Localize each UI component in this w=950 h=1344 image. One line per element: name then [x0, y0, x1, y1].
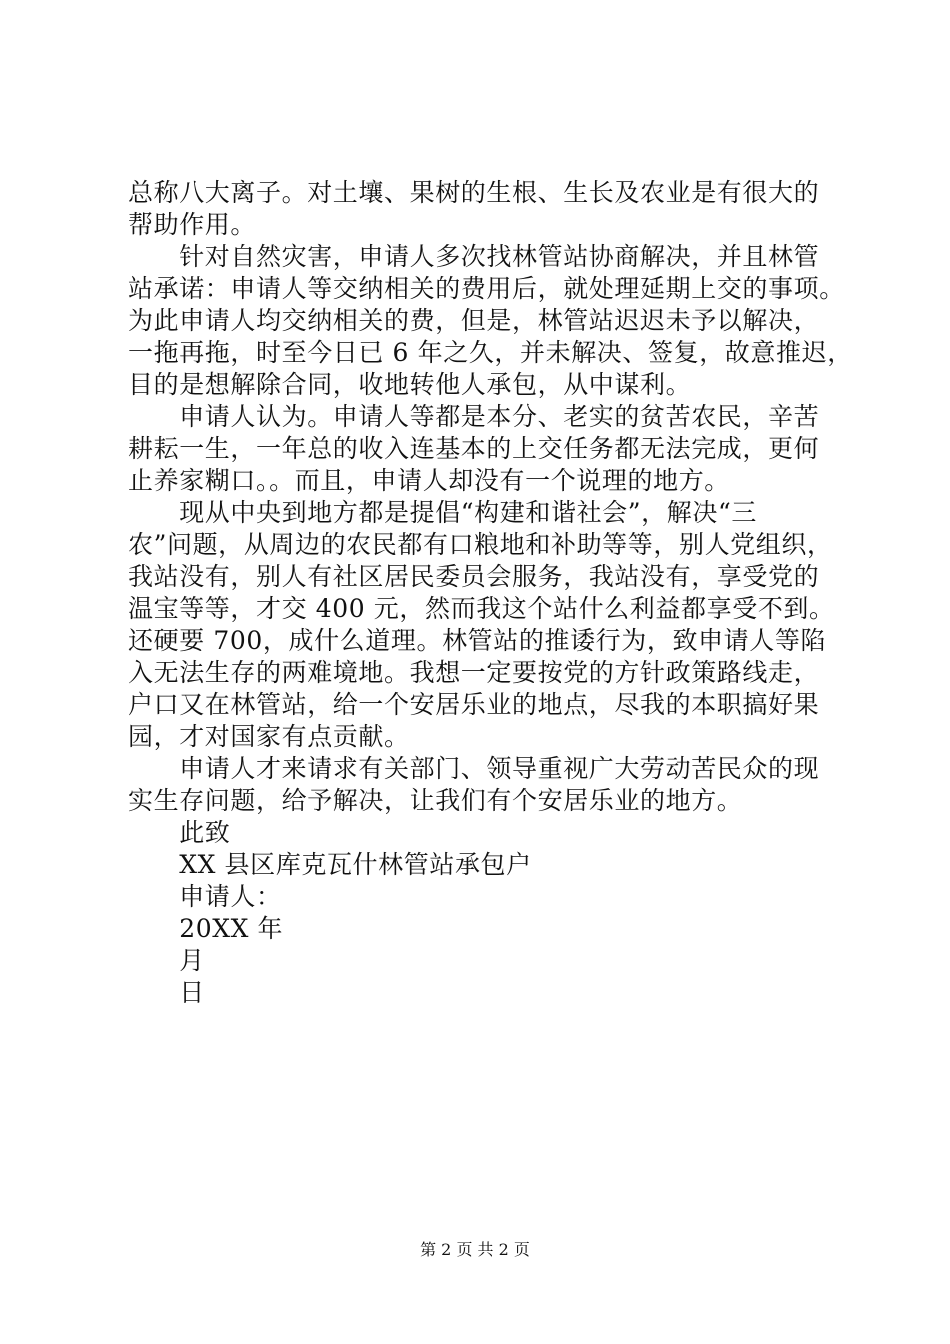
body-text-line: 站承诺：申请人等交纳相关的费用后，就处理延期上交的事项。 [128, 274, 845, 303]
body-text-line: 我站没有，别人有社区居民委员会服务，我站没有，享受党的 [128, 562, 820, 591]
body-text-line: 申请人才来请求有关部门、领导重视广大劳动苦民众的现 [128, 754, 820, 783]
body-text-line: 户口又在林管站，给一个安居乐业的地点，尽我的本职搞好果 [128, 690, 820, 719]
date-year-line: 20XX 年 [128, 914, 284, 943]
body-text-line: 目的是想解除合同，收地转他人承包，从中谋利。 [128, 370, 692, 399]
body-text-line: 还硬要 700，成什么道理。林管站的推诿行为，致申请人等陷 [128, 626, 827, 655]
body-text-line: 针对自然灾害，申请人多次找林管站协商解决，并且林管 [128, 242, 820, 271]
body-text-line: 一拖再拖，时至今日已 6 年之久，并未解决、签复，故意推迟， [128, 338, 853, 367]
body-text-line: 园，才对国家有点贡献。 [128, 722, 410, 751]
applicant-signature-line: 申请人： [128, 882, 282, 911]
body-text-line: 为此申请人均交纳相关的费，但是，林管站迟迟未予以解决， [128, 306, 820, 335]
body-text-line: 入无法生存的两难境地。我想一定要按党的方针政策路线走， [128, 658, 820, 687]
body-text-line: 申请人认为。申请人等都是本分、老实的贫苦农民，辛苦 [128, 402, 820, 431]
date-day-line: 日 [128, 978, 205, 1007]
date-month-line: 月 [128, 946, 205, 975]
body-text-line: 现从中央到地方都是提倡“构建和谐社会”，解决“三 [128, 498, 757, 527]
body-text-line: 温宝等等，才交 400 元，然而我这个站什么利益都享受不到。 [128, 594, 835, 623]
body-text-line: 耕耘一生，一年总的收入连基本的上交任务都无法完成，更何 [128, 434, 820, 463]
body-text-line: 帮助作用。 [128, 210, 257, 239]
page-footer: 第 2 页 共 2 页 [420, 1240, 530, 1259]
body-text-line: 止养家糊口。。而且，申请人却没有一个说理的地方。 [128, 466, 730, 495]
body-text-line: 实生存问题，给予解决，让我们有个安居乐业的地方。 [128, 786, 743, 815]
closing-salutation: 此致 [128, 818, 231, 847]
recipient-line: XX 县区库克瓦什林管站承包户 [128, 850, 532, 879]
body-text-line: 总称八大离子。对土壤、果树的生根、生长及农业是有很大的 [128, 178, 820, 207]
body-text-line: 农”问题，从周边的农民都有口粮地和补助等等，别人党组织， [128, 530, 833, 559]
